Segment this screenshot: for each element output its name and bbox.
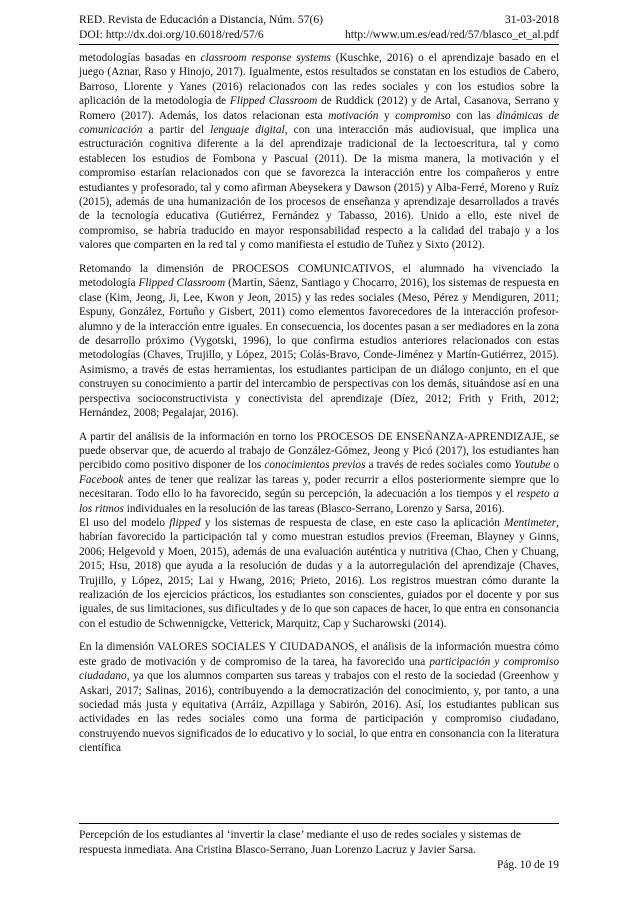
text-run: Retomando la dimensión de PROCESOS COMUNICATIVOS, el alumnado ha vivenciado la metodología (79, 262, 559, 290)
italic-term: Flipped Classroom (229, 95, 318, 108)
text-run: metodologías basadas en (79, 52, 201, 64)
running-header (79, 12, 559, 42)
italic-term: participación y compromiso ciudadano (79, 655, 559, 683)
italic-term: lenguaje digital (210, 124, 285, 137)
page-number: Pág. 10 de 19 (496, 859, 559, 872)
text-run: , con una interacción más audiovisual, que implica una estructuración cognitiva diferente a la del aprendizaje tradicional de la lectoescritura, tal y como establecen los estudios de Fombona y Pascual (2011). De la misma manera, la motivación y el compromiso estarían relacionados con que se favorezca la interacción entre los compañeros y entre estudiantes y profesorado, tal y como afirman Abeysekera y Dawson (2015) y Alba-Ferré, Moreno y Ruíz (2015), además de una humanización de los procesos de enseñanza y aprendizaje desarrollados a través de la tecnología educativa (Gutiérrez, Fernández y Tabasso, 2016). Unido a ello, este nivel de compromiso, se habría traducido en mayor responsabilidad respecto a la calidad del trabajo y a los valores que comparten en la red tal y como manifiesta el estudio de Tuñez y Sixto (2012). (79, 124, 559, 252)
header-rule (79, 44, 559, 45)
journal-name: RED. Revista de Educación a Distancia, Núm. 57(6) (79, 13, 324, 26)
doi-link[interactable]: DOI: http://dx.doi.org/10.6018/red/57/6 (79, 28, 264, 41)
footer-rule (79, 823, 559, 824)
footer-citation: Percepción de los estudiantes al ‘invertir la clase’ mediante el uso de redes sociales y sistemas de respuesta inmediata. Ana Cristina Blasco-Serrano, Juan Lorenzo Lacruz y Javier Sarsa. (79, 829, 521, 856)
italic-term: conocimientos previos (264, 459, 366, 472)
text-run: En la dimensión VALORES SOCIALES Y CIUDADANOS, el análisis de la información muestra cómo este grado de motivación y de compromiso de la tarea, ha favorecido una (79, 641, 559, 668)
text-run: o (550, 459, 559, 472)
page-content (79, 12, 559, 756)
body-paragraph (79, 51, 559, 253)
italic-term: flipped (169, 516, 201, 529)
italic-term: Flipped Classroom (138, 277, 226, 290)
italic-term: Youtube (514, 459, 551, 472)
text-run: , habrían favorecido la participación tal y como muestran estudios previos (Freeman, Blayney y Ginns, 2006; Helgevold y Moen, 2015), además de una evaluación auténtica y nutritiva (Chao, Chen y Chuang, 2015; Hsu, 2018) que ayuda a la resolución de dudas y a la autorregulación del aprendizaje (Chaves, Trujillo, y López, 2015; Lai y Hwang, 2016; Prieto, 2016). Los registros muestran cómo durante la realización de los ejercicios prácticos, los estudiantes son conscientes, guiados por el docente y por sus iguales, de sus limitaciones, sus dificultades y de lo que son capaces de hacer, lo que entra en consonancia con el estudio de Schwennigcke, Vetterick, Marquitz, Cap y Sucharowski (2014). (79, 516, 559, 630)
italic-term: Mentimeter (504, 516, 557, 529)
text-run: (Kuschke, 2016) o el aprendizaje basado en el juego (Aznar, Raso y Hinojo, 2017). Igualmente, estos resultados se constatan en los estudios de Cabero, Barroso, Llorente y Yanes (2016) relacionados con las redes sociales y con los estudios sobre la aplicación de la metodología de (79, 52, 560, 108)
text-run: de Ruddick (2012) y de Artal, Casanova, Serrano y Romero (2017). Además, los datos relacionan esta (79, 95, 560, 122)
text-run: A partir del análisis de la información en torno los PROCESOS DE ENSEÑANZA-APRENDIZAJE, se puede observar que, de acuerdo al trabajo de González-Gómez, Jeong y Picó (2017), los estudiantes han percibido como positivo disponer de los (79, 430, 559, 472)
body-paragraph (79, 262, 559, 420)
text-run: El uso del modelo (79, 516, 170, 529)
text-run: a partir del (142, 124, 211, 137)
text-run: y los sistemas de respuesta de clase, en este caso la aplicación (200, 516, 505, 529)
italic-term: motivación (328, 109, 379, 122)
pdf-url-link[interactable]: http://www.um.es/ead/red/57/blasco_et_al.pdf (344, 28, 559, 41)
issue-date: 31-03-2018 (504, 13, 559, 26)
text-run: individuales en la resolución de las tareas (Blasco-Serrano, Lorenzo y Sarsa, 2016). (123, 502, 505, 515)
text-run: a través de redes sociales como (365, 459, 515, 472)
body-paragraph (79, 640, 559, 755)
italic-term: respeto a los ritmos (79, 488, 559, 515)
italic-term: classroom response systems (200, 52, 331, 64)
text-run: , ya que los alumnos comparten sus tareas y trabajos con el resto de la sociedad (Greenhow y Askari, 2017; Salinas, 2016), contribuyendo a la democratización del conocimiento, y, por tanto, a una sociedad más justa y equitativa (Arráiz, Azpillaga y Sabirón, 2016). Así, los estudiantes publican sus actividades en las redes sociales como una forma de participación y compromiso ciudadano, construyendo nuevos significados de lo educativo y lo social, lo que entra en consonancia con la literatura científica (79, 670, 559, 755)
text-run: antes de tener que realizar las tareas y, poder recurrir a ellos posteriormente siempre que lo necesitaran. Todo ello lo ha favorecido, según su percepción, la adecuación a los tiempos y el (79, 473, 559, 501)
text-run: y (378, 109, 396, 122)
italic-term: dinámicas de comunicación (79, 109, 559, 137)
body-paragraph (79, 516, 559, 631)
body-text (79, 51, 559, 756)
text-run: con las (450, 109, 497, 122)
running-footer (79, 823, 559, 873)
italic-term: Facebook (79, 473, 124, 486)
italic-term: compromiso (395, 109, 451, 122)
text-run: (Martín, Sáenz, Santiago y Chocarro, 2016), los sistemas de respuesta en clase (Kim, Jeong, Ji, Lee, Kwon y Jeon, 2015) y las redes sociales (Meso, Pérez y Mendiguren, 2011; Espuny, González, Fortuño y Gisbert, 2011) como elementos favorecedores de la interacción profesor-alumno y de la interacción entre iguales. En consecuencia, los docentes pasan a ser mediadores en la zona de desarrollo próximo (Vygotski, 1996), lo que confirma estudios anteriores relacionados con estas metodologías (Chaves, Trujillo, y López, 2015; Colás-Bravo, Conde-Jiménez y Martín-Gutiérrez, 2015). Asimismo, a través de estas herramientas, los estudiantes participan de un diálogo conjunto, en el que construyen su conocimiento a partir del intercambio de perspectivas con los demás, situándose así en una perspectiva socioconstructivista y conectivista del aprendizaje (Díez, 2012; Frith y Frith, 2012; Hernández, 2008; Pegalajar, 2016). (79, 277, 559, 419)
body-paragraph (79, 430, 559, 516)
